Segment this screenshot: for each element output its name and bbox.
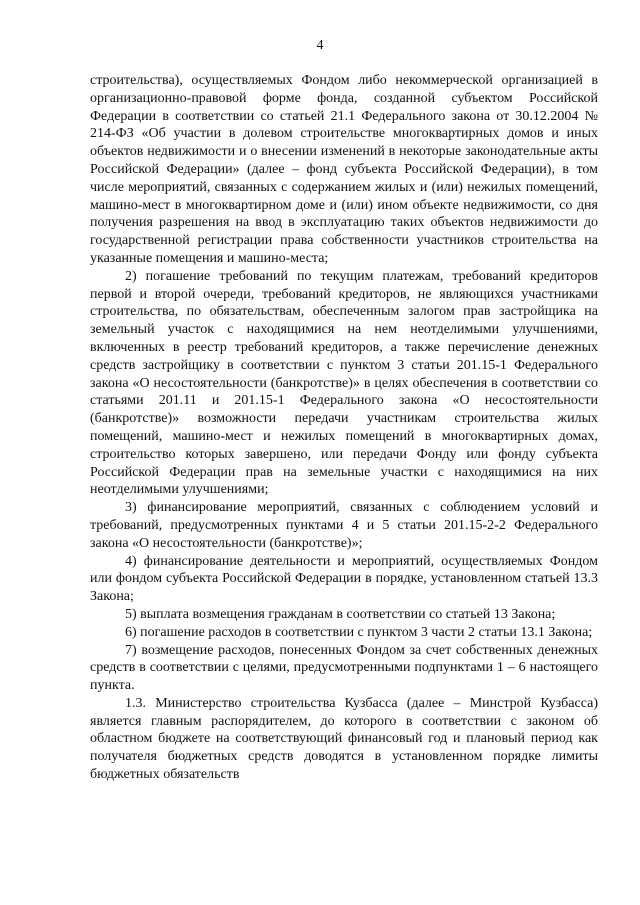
paragraph-continuation: строительства), осуществляемых Фондом либо некоммерческой организацией в организационно-правовой форме фонда, созданной субъектом Российской Федерации в соответствии со статьей 21.1 Федерального закона от 30.12.2004 № 214-ФЗ «Об участии в долевом строительстве многоквартирных домов и иных объектов недвижимости и о внесении изменений в некоторые законодательные акты Российской Федерации» (далее – фонд субъекта Российской Федерации), в том числе мероприятий, связанных с содержанием жилых и (или) нежилых помещений, машино-мест в многоквартирном доме и (или) ином объекте недвижимости, со дня получения разрешения на ввод в эксплуатацию таких объектов недвижимости до государственной регистрации права собственности участников строительства на указанные помещения и машино-места;: [90, 73, 598, 266]
paragraph-item-7: 7) возмещение расходов, понесенных Фондом за счет собственных денежных средств в соответствии с целями, предусмотренными подпунктами 1 – 6 настоящего пункта.: [90, 642, 598, 694]
paragraph-item-5: 5) выплата возмещения гражданам в соответствии со статьей 13 Закона;: [125, 606, 556, 622]
paragraph-item-4: 4) финансирование деятельности и мероприятий, осуществляемых Фондом или фондом субъекта Российской Федерации в порядке, установленном статьей 13.3 Закона;: [90, 553, 598, 605]
page-number: 4: [316, 38, 324, 53]
paragraph-item-6: 6) погашение расходов в соответствии с пунктом 3 части 2 статьи 13.1 Закона;: [125, 624, 593, 640]
paragraph-section-1-3: 1.3. Министерство строительства Кузбасса (далее – Минстрой Кузбасса) является главным распорядителем, до которого в соответствии с законом об областном бюджете на соответствующий финансовый год и плановый период как получателя бюджетных средств доводятся в установленном порядке лимиты бюджетных обязательств: [90, 695, 598, 783]
paragraph-item-3: 3) финансирование мероприятий, связанных с соблюдением условий и требований, предусмотренных пунктами 4 и 5 статьи 201.15-2-2 Федерального закона «О несостоятельности (банкротстве)»;: [90, 500, 598, 551]
paragraph-item-2: 2) погашение требований по текущим платежам, требований кредиторов первой и второй очереди, требований кредиторов, не являющихся участниками строительства, по обязательствам, обеспеченным залогом прав застройщика на земельный участок с находящимися на нем неотделимыми улучшениями, включенных в реестр требований кредиторов, а также перечисление денежных средств застройщику в соответствии с пунктом 3 статьи 201.15-1 Федерального закона «О несостоятельности (банкротстве)» в целях обеспечения в соответствии со статьями 201.11 и 201.15-1 Федерального закона «О несостоятельности (банкротстве)» возможности передачи участникам строительства жилых помещений, машино-мест и нежилых помещений в многоквартирных домах, строительство которых завершено, или передачи Фонду или фонду субъекта Российской Федерации прав на земельные участки с находящимися на них неотделимыми улучшениями;: [90, 268, 598, 498]
document-body: [90, 72, 598, 784]
